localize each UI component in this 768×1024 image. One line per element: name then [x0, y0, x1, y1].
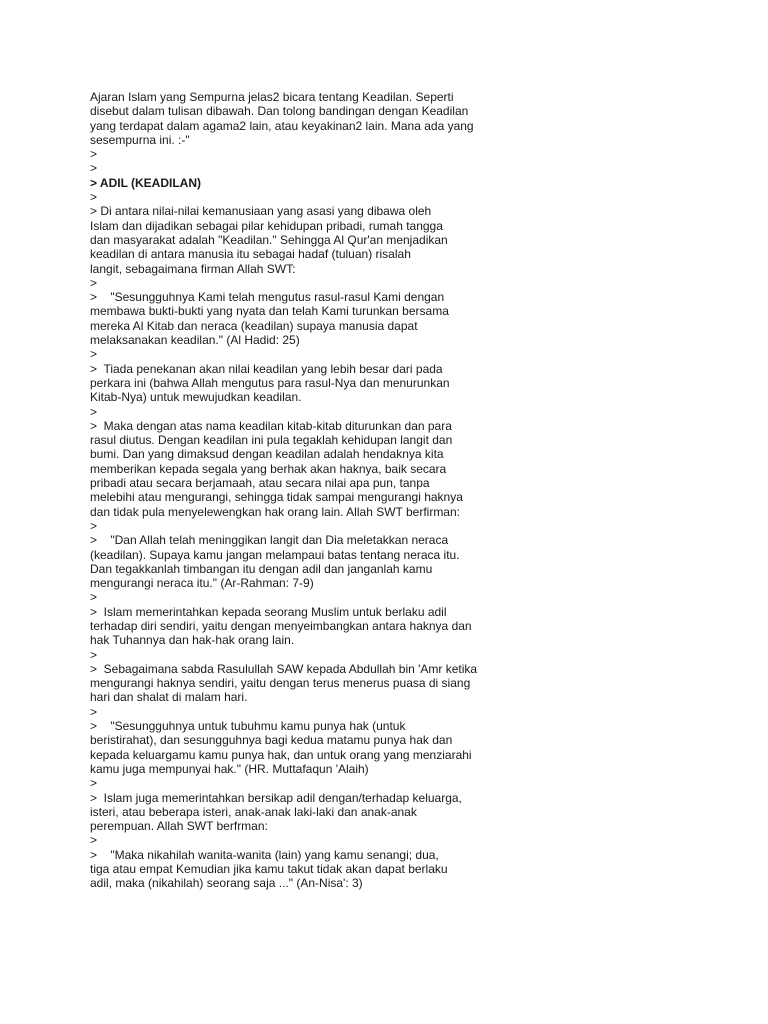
text-line: >	[90, 776, 98, 791]
text-line: >	[90, 518, 98, 533]
text-line: membawa bukti-bukti yang nyata dan telah Kami turunkan bersama	[90, 304, 449, 319]
text-line: mengurangi haknya sendiri, yaitu dengan terus menerus puasa di siang	[90, 676, 471, 691]
text-line: Ajaran Islam yang Sempurna jelas2 bicara tentang Keadilan. Seperti	[90, 90, 454, 104]
text-line: adil, maka (nikahilah) seorang saja ..." (An-Nisa': 3)	[90, 876, 363, 891]
text-line: > Sebagaimana sabda Rasulullah SAW kepada Abdullah bin 'Amr ketika	[90, 661, 478, 676]
text-line: rasul diutus. Dengan keadilan ini pula tegaklah kehidupan langit dan	[90, 433, 453, 448]
text-line: Dan tegakkanlah timbangan itu dengan adil dan janganlah kamu	[90, 561, 433, 576]
text-line: pribadi atau secara berjamaah, atau secara nilai apa pun, tanpa	[90, 476, 430, 491]
text-line: perempuan. Allah SWT berfrman:	[90, 819, 268, 834]
text-line: Islam dan dijadikan sebagai pilar kehidupan pribadi, rumah tangga	[90, 218, 443, 233]
text-line: mengurangi neraca itu." (Ar-Rahman: 7-9)	[90, 576, 314, 591]
text-line: melebihi atau mengurangi, sehingga tidak sampai mengurangi haknya	[90, 490, 463, 505]
text-line: beristirahat), dan sesungguhnya bagi kedua matamu punya hak dan	[90, 733, 453, 748]
text-line: >	[90, 347, 98, 362]
text-line: dan masyarakat adalah "Keadilan." Sehingga Al Qur'an menjadikan	[90, 232, 448, 247]
text-line: >	[90, 647, 98, 662]
text-line: tiga atau empat Kemudian jika kamu takut tidak akan dapat berlaku	[90, 862, 448, 877]
text-line: dan tidak pula menyelewengkan hak orang lain. Allah SWT berfirman:	[90, 504, 460, 519]
text-line: memberikan kepada segala yang berhak akan haknya, baik secara	[90, 461, 447, 476]
text-line: > "Sesungguhnya Kami telah mengutus rasul-rasul Kami dengan	[90, 290, 445, 305]
text-line: > Tiada penekanan akan nilai keadilan yang lebih besar dari pada	[90, 361, 443, 376]
text-line: > "Dan Allah telah meninggikan langit dan Dia meletakkan neraca	[90, 533, 449, 548]
text-line: bumi. Dan yang dimaksud dengan keadilan adalah hendaknya kita	[90, 447, 444, 462]
text-line: >	[90, 833, 98, 848]
document-body	[90, 90, 730, 891]
text-line: > Islam juga memerintahkan bersikap adil dengan/terhadap keluarga,	[90, 790, 462, 805]
text-line: langit, sebagaimana firman Allah SWT:	[90, 261, 296, 276]
text-line: mereka Al Kitab dan neraca (keadilan) supaya manusia dapat	[90, 318, 418, 333]
text-line: > "Maka nikahilah wanita-wanita (lain) yang kamu senangi; dua,	[90, 847, 439, 862]
text-line: keadilan di antara manusia itu sebagai hadaf (tuluan) risalah	[90, 247, 411, 262]
text-line: > Islam memerintahkan kepada seorang Muslim untuk berlaku adil	[90, 604, 447, 619]
text-line: terhadap diri sendiri, yaitu dengan menyeimbangkan antara haknya dan	[90, 618, 472, 633]
text-line: >	[90, 275, 98, 290]
text-line: hari dan shalat di malam hari.	[90, 690, 248, 705]
text-line: perkara ini (bahwa Allah mengutus para rasul-Nya dan menurunkan	[90, 375, 450, 390]
text-line: yang terdapat dalam agama2 lain, atau keyakinan2 lain. Mana ada yang	[90, 118, 474, 133]
text-line: >	[90, 190, 98, 205]
text-line: disebut dalam tulisan dibawah. Dan tolong bandingan dengan Keadilan	[90, 104, 469, 119]
text-line: hak Tuhannya dan hak-hak orang lain.	[90, 633, 295, 648]
text-line: melaksanakan keadilan." (Al Hadid: 25)	[90, 333, 300, 348]
text-line: kepada keluargamu kamu punya hak, dan untuk orang yang menziarahi	[90, 747, 472, 762]
text-line: >	[90, 704, 98, 719]
text-line: > Di antara nilai-nilai kemanusiaan yang asasi yang dibawa oleh	[90, 204, 432, 219]
text-line: isteri, atau beberapa isteri, anak-anak laki-laki dan anak-anak	[90, 804, 417, 819]
text-line: >	[90, 147, 98, 162]
section-heading: > ADIL (KEADILAN)	[90, 175, 201, 190]
text-line: >	[90, 404, 98, 419]
text-line: kamu juga mempunyai hak." (HR. Muttafaqun 'Alaih)	[90, 761, 369, 776]
text-line: Kitab-Nya) untuk mewujudkan keadilan.	[90, 390, 302, 405]
text-line: sesempurna ini. :-"	[90, 132, 190, 147]
text-line: >	[90, 161, 98, 176]
text-line: > Maka dengan atas nama keadilan kitab-kitab diturunkan dan para	[90, 418, 452, 433]
text-line: >	[90, 590, 98, 605]
text-line: (keadilan). Supaya kamu jangan melampaui batas tentang neraca itu.	[90, 547, 460, 562]
text-line: > "Sesungguhnya untuk tubuhmu kamu punya hak (untuk	[90, 719, 406, 734]
